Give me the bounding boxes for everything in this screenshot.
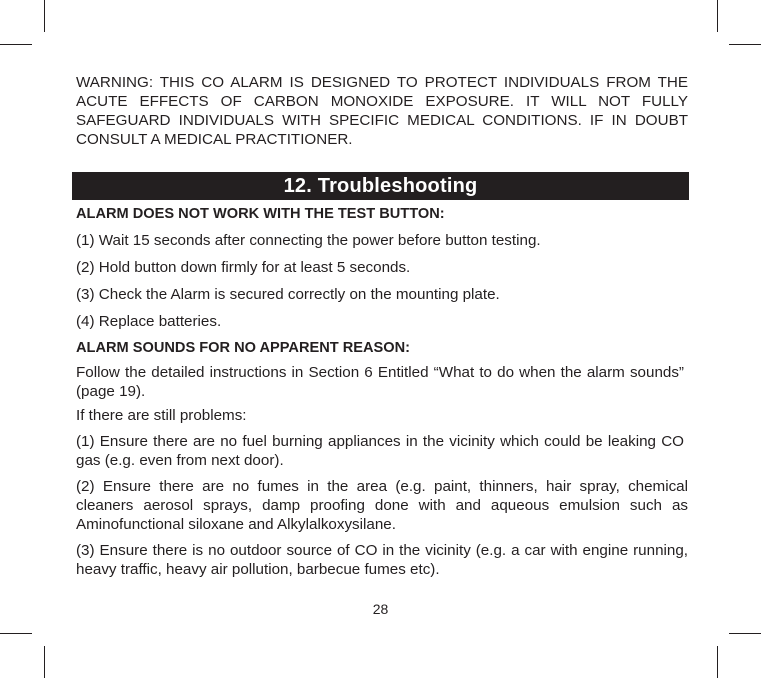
crop-mark-top-left-horizontal [0, 44, 32, 45]
test-button-step: (3) Check the Alarm is secured correctly on the mounting plate. [76, 286, 500, 303]
page-number: 28 [372, 601, 389, 617]
section-title-bar [72, 172, 689, 200]
no-reason-intro: Follow the detailed instructions in Section 6 Entitled “What to do when the alarm sounds” (page 19). [76, 364, 684, 400]
section-title: 12. Troubleshooting [283, 174, 478, 197]
no-reason-step: (2) Ensure there are no fumes in the area (e.g. paint, thinners, hair spray, chemical cleaners aerosol sprays, damp proofing done with and aqueous emulsion such as Aminofunctional siloxane and Alkylalkoxysilane. [76, 478, 688, 533]
crop-mark-top-left-vertical [44, 0, 45, 32]
still-problems-text: If there are still problems: [76, 407, 247, 424]
crop-mark-bottom-right-horizontal [729, 633, 761, 634]
test-button-heading: ALARM DOES NOT WORK WITH THE TEST BUTTON: [76, 206, 445, 222]
test-button-step: (4) Replace batteries. [76, 313, 222, 330]
crop-mark-top-right-horizontal [729, 44, 761, 45]
no-reason-step: (3) Ensure there is no outdoor source of CO in the vicinity (e.g. a car with engine running, heavy traffic, heavy air pollution, barbecue fumes etc). [76, 542, 688, 578]
test-button-step: (1) Wait 15 seconds after connecting the power before button testing. [76, 232, 541, 249]
test-button-step: (2) Hold button down firmly for at least 5 seconds. [76, 259, 411, 276]
crop-mark-bottom-left-vertical [44, 646, 45, 678]
warning-notice: WARNING: THIS CO ALARM IS DESIGNED TO PROTECT INDIVIDUALS FROM THE ACUTE EFFECTS OF CARBON MONOXIDE EXPOSURE. IT WILL NOT FULLY SAFEGUARD INDIVIDUALS WITH SPECIFIC MEDICAL CONDITIONS. IF IN DOUBT CONSULT A MEDICAL PRACTITIONER. [76, 74, 688, 148]
no-reason-heading: ALARM SOUNDS FOR NO APPARENT REASON: [76, 340, 411, 356]
crop-mark-bottom-left-horizontal [0, 633, 32, 634]
crop-mark-bottom-right-vertical [717, 646, 718, 678]
troubleshooting-content [76, 205, 688, 584]
crop-mark-top-right-vertical [717, 0, 718, 32]
no-reason-step: (1) Ensure there are no fuel burning appliances in the vicinity which could be leaking CO gas (e.g. even from next door). [76, 433, 684, 469]
